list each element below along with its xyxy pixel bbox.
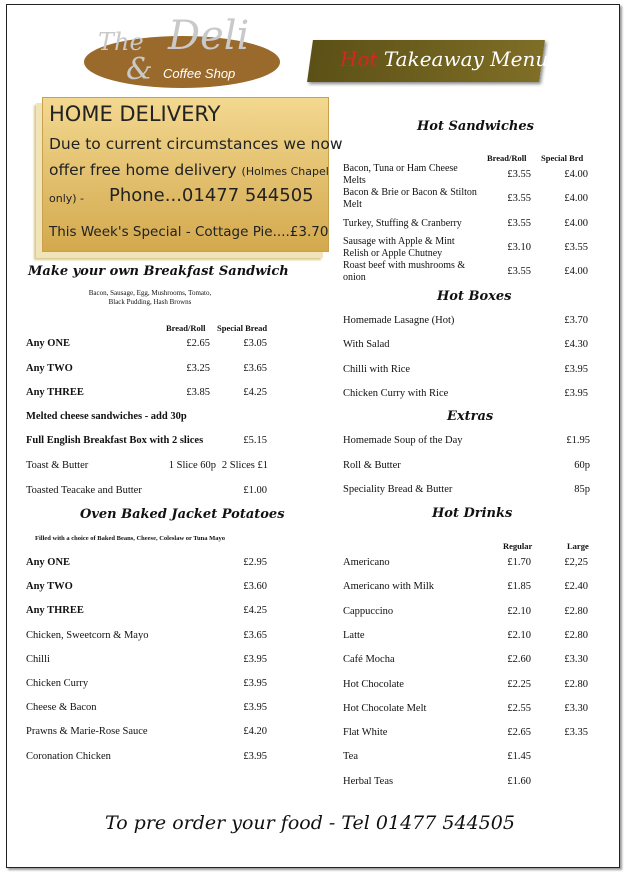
breakfast-item-price-bread: £2.65 [186, 338, 210, 349]
drink-price-regular: £1.70 [507, 557, 531, 568]
hot-sandwiches-col-special: Special Brd [541, 153, 584, 163]
melted-cheese-note: Melted cheese sandwiches - add 30p [26, 411, 187, 422]
extra-price: 60p [574, 459, 590, 471]
weekly-special: This Week's Special - Cottage Pie....£3.70 [49, 224, 329, 240]
breakfast-item-name: Any THREE [26, 387, 84, 398]
jacket-item-price: £2.95 [243, 557, 267, 568]
sandwich-name-line-1: Sausage with Apple & Mint [343, 236, 455, 247]
breakfast-item-name: Any TWO [26, 363, 73, 374]
sandwich-price-special: £4.00 [564, 218, 588, 229]
breakfast-item-price-special: £3.05 [243, 338, 267, 349]
drink-price-regular: £1.85 [507, 581, 531, 593]
extras-title: Extras [447, 409, 494, 424]
hot-sandwiches-col-bread: Bread/Roll [487, 153, 527, 163]
drink-name: Americano with Milk [343, 581, 434, 593]
jacket-item-price: £3.95 [243, 678, 267, 689]
jacket-item-name: Cheese & Bacon [26, 702, 97, 714]
drink-name: Herbal Teas [343, 775, 394, 787]
jacket-item-price: £3.95 [243, 653, 267, 665]
jacket-item-name: Any TWO [26, 581, 73, 593]
drink-name: Café Mocha [343, 654, 395, 666]
extra-name: Homemade Soup of the Day [343, 435, 463, 446]
drink-price-large: £3.30 [564, 702, 588, 714]
sandwich-price-bread: £3.55 [507, 193, 531, 204]
drink-name: Latte [343, 629, 365, 641]
drink-price-regular: £2.65 [507, 727, 531, 739]
drink-price-large: £2,25 [564, 557, 588, 568]
banner-title [340, 47, 548, 71]
banner-hot: Hot [340, 47, 378, 71]
jacket-item-price: £3.60 [243, 581, 267, 593]
sandwich-name-line-2: Melt [343, 199, 362, 210]
home-delivery-box [42, 97, 343, 252]
drink-price-regular: £1.45 [507, 751, 531, 763]
jacket-item-price: £4.20 [243, 726, 267, 738]
sandwich-name-line-2: onion [343, 272, 366, 283]
drink-price-regular: £2.10 [507, 629, 531, 641]
hot-box-name: Chilli with Rice [343, 363, 411, 375]
sandwich-name-line-1: Roast beef with mushrooms & [343, 260, 466, 271]
delivery-line-3b: (Holmes Chapel [241, 165, 329, 178]
breakfast-col-special: Special Bread [217, 323, 268, 333]
sandwich-name-line-2: Melts [343, 175, 366, 186]
breakfast-item-price-bread: £3.85 [186, 387, 210, 398]
hot-drinks-col-large: Large [567, 541, 589, 551]
extra-name: Roll & Butter [343, 459, 401, 471]
banner-rest: Takeaway Menu [383, 47, 549, 71]
breakfast-desc-1: Bacon, Sausage, Egg, Mushrooms, Tomato, [88, 289, 212, 297]
logo-coffee-shop: Coffee Shop [163, 66, 236, 81]
breakfast-item-name: Any ONE [26, 338, 71, 349]
delivery-phone: Phone...01477 544505 [109, 185, 314, 206]
extra-price: £1.95 [566, 435, 590, 446]
hot-box-price: £3.70 [564, 315, 588, 326]
toast-price-two: 2 Slices £1 [221, 460, 268, 471]
delivery-line-3 [49, 161, 329, 179]
sandwich-price-bread: £3.55 [507, 266, 531, 277]
hot-drinks-title: Hot Drinks [432, 506, 513, 521]
sandwich-price-bread: £3.55 [507, 218, 531, 229]
teacake-name: Toasted Teacake and Butter [26, 485, 142, 496]
sandwich-name-line-1: Bacon, Tuna or Ham Cheese [343, 163, 458, 174]
sandwich-name-line-1: Turkey, Stuffing & Cranberry [343, 218, 462, 229]
drink-name: Tea [343, 751, 359, 763]
sandwich-price-bread: £3.55 [507, 169, 531, 180]
full-english-price: £5.15 [243, 435, 267, 446]
drink-price-regular: £2.55 [507, 702, 531, 714]
sandwich-name-line-2: Relish or Apple Chutney [343, 248, 443, 259]
jacket-item-price: £4.25 [243, 605, 267, 617]
full-english-name: Full English Breakfast Box with 2 slices [26, 435, 204, 446]
drink-price-large: £2.40 [564, 581, 588, 593]
jacket-item-price: £3.95 [243, 750, 267, 762]
jacket-desc: Filled with a choice of Baked Beans, Cheese, Coleslaw or Tuna Mayo [35, 535, 226, 542]
toast-name: Toast & Butter [26, 460, 89, 471]
sandwich-price-special: £3.55 [564, 242, 588, 253]
drink-price-regular: £2.60 [507, 654, 531, 666]
drink-price-regular: £2.10 [507, 605, 531, 617]
logo-the: The [98, 28, 144, 56]
jacket-item-name: Any ONE [26, 557, 71, 568]
delivery-line-3a: offer free home delivery [49, 161, 237, 179]
sandwich-price-special: £4.00 [564, 169, 588, 180]
hot-drinks-col-regular: Regular [503, 541, 533, 551]
hot-box-price: £4.30 [564, 339, 588, 351]
breakfast-item-price-bread: £3.25 [186, 363, 210, 374]
breakfast-title: Make your own Breakfast Sandwich [28, 264, 289, 279]
hot-boxes-title: Hot Boxes [437, 289, 512, 304]
drink-name: Hot Chocolate Melt [343, 702, 427, 714]
drink-name: Hot Chocolate [343, 678, 404, 690]
delivery-heading: HOME DELIVERY [49, 102, 221, 126]
teacake-price: £1.00 [243, 485, 267, 496]
drink-price-large: £3.30 [564, 654, 588, 666]
extra-name: Speciality Bread & Butter [343, 484, 453, 495]
drink-price-regular: £1.60 [507, 775, 531, 787]
jacket-item-name: Coronation Chicken [26, 750, 111, 762]
drink-price-large: £3.35 [564, 727, 588, 739]
jacket-item-name: Chicken, Sweetcorn & Mayo [26, 629, 149, 641]
extra-price: 85p [574, 484, 590, 495]
drink-name: Cappuccino [343, 605, 394, 617]
sandwich-price-special: £4.00 [564, 266, 588, 277]
sandwich-name-line-1: Bacon & Brie or Bacon & Stilton [343, 187, 477, 198]
jacket-item-name: Prawns & Marie-Rose Sauce [26, 726, 148, 738]
footer-preorder: To pre order your food - Tel 01477 544505 [105, 812, 515, 834]
jacket-item-price: £3.95 [243, 702, 267, 714]
hot-sandwiches-title: Hot Sandwiches [417, 119, 534, 134]
jacket-item-name: Chilli [26, 653, 50, 665]
breakfast-desc-2: Black Pudding, Hash Browns [108, 298, 192, 306]
drink-name: Americano [343, 557, 390, 568]
hot-box-price: £3.95 [564, 387, 588, 399]
breakfast-item-price-special: £3.65 [243, 363, 267, 374]
drink-price-regular: £2.25 [507, 678, 531, 690]
drink-price-large: £2.80 [564, 629, 588, 641]
breakfast-col-bread: Bread/Roll [166, 323, 206, 333]
hot-box-name: Homemade Lasagne (Hot) [343, 315, 455, 326]
drink-price-large: £2.80 [564, 678, 588, 690]
sandwich-price-special: £4.00 [564, 193, 588, 204]
hot-box-price: £3.95 [564, 363, 588, 375]
jacket-title: Oven Baked Jacket Potatoes [80, 507, 285, 522]
drink-name: Flat White [343, 727, 388, 739]
delivery-line-2: Due to current circumstances we now [49, 135, 343, 153]
sandwich-price-bread: £3.10 [507, 242, 531, 253]
drink-price-large: £2.80 [564, 605, 588, 617]
hot-box-name: With Salad [343, 339, 390, 351]
jacket-item-name: Any THREE [26, 605, 84, 617]
logo-ampersand: & [126, 52, 153, 87]
toast-price-one: 1 Slice 60p [168, 460, 216, 471]
logo-deli: Deli [168, 13, 250, 59]
jacket-item-price: £3.65 [243, 629, 267, 641]
jacket-item-name: Chicken Curry [26, 678, 89, 689]
breakfast-item-price-special: £4.25 [243, 387, 267, 398]
hot-box-name: Chicken Curry with Rice [343, 387, 449, 399]
delivery-line-4a: only) - [49, 192, 85, 205]
